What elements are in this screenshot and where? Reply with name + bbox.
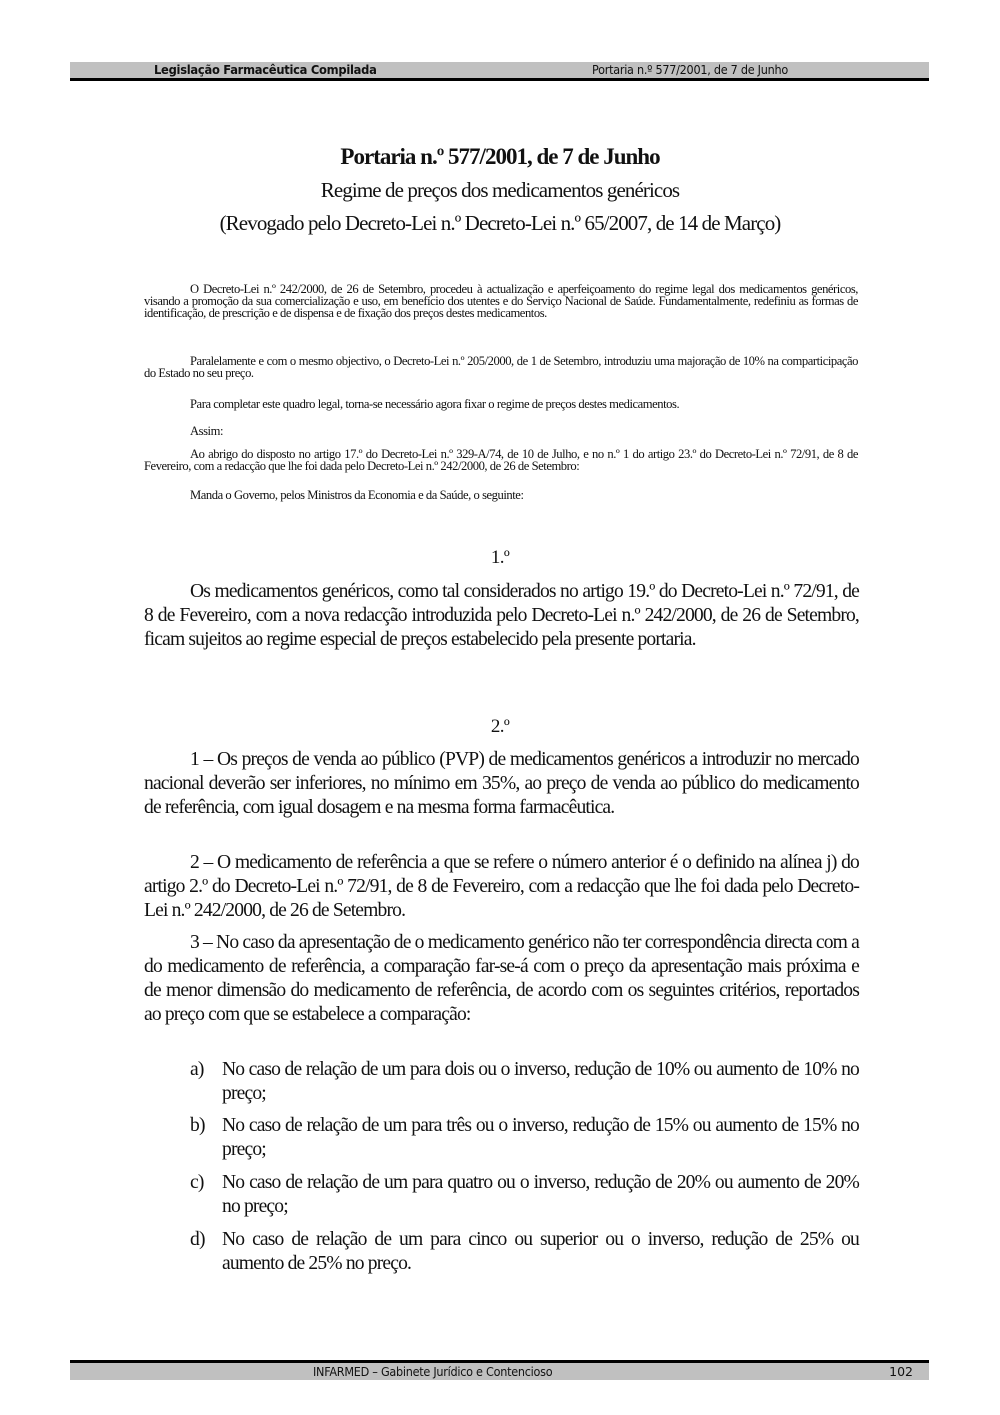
list-item xyxy=(190,1058,859,1105)
preamble-paragraph xyxy=(144,398,858,410)
list-item xyxy=(190,1171,859,1218)
article-paragraph xyxy=(144,931,859,1027)
list-marker: c) xyxy=(190,1172,204,1193)
criteria-list xyxy=(190,1228,859,1275)
revocation-note: (Revogado pelo Decreto-Lei n.º Decreto-Lei n.º 65/2007, de 14 de Março) xyxy=(219,211,781,235)
page-number: 102 xyxy=(889,1364,913,1379)
criteria-list xyxy=(190,1171,859,1218)
article-number: 1.º xyxy=(490,547,510,568)
list-item-text: No caso de relação de um para quatro ou o inverso, redução de 20% ou aumento de 20% no preço; xyxy=(222,1172,859,1217)
article-paragraph xyxy=(144,748,859,820)
article-text: 3 – No caso da apresentação de o medicamento genérico não ter correspondência directa com a do medicamento de referência, a comparação far-se-á com o preço da apresentação mais próxima e de menor dimensão do medicamento de referência, de acordo com os seguintes critérios, reportados ao preço com que se estabelece a comparação: xyxy=(144,932,859,1025)
list-marker: a) xyxy=(190,1059,204,1080)
list-marker: b) xyxy=(190,1115,205,1136)
article-text: 1 – Os preços de venda ao público (PVP) de medicamentos genéricos a introduzir no mercado nacional deverão ser inferiores, no mínimo em 35%, ao preço de venda ao público do medicamento de referência, com igual dosagem e na mesma forma farmacêutica. xyxy=(144,749,859,818)
list-item-text: No caso de relação de um para dois ou o inverso, redução de 10% ou aumento de 10% no preço; xyxy=(222,1059,859,1104)
preamble-paragraph xyxy=(144,283,858,320)
preamble-paragraph xyxy=(144,489,858,501)
article-number: 2.º xyxy=(490,716,510,737)
list-item xyxy=(190,1228,859,1275)
preamble-text: O Decreto-Lei n.º 242/2000, de 26 de Setembro, procedeu à actualização e aperfeiçoamento do regime legal dos medicamentos genéricos, visando a promoção da sua comercialização e uso, em benefício dos utentes e do Serviço Nacional de Saúde. Fundamentalmente, redefiniu as formas de identificação, de prescrição e de dispensa e de fixação dos preços destes medicamentos. xyxy=(144,282,858,321)
header-document-reference: Portaria n.º 577/2001, de 7 de Junho xyxy=(592,62,788,77)
article-text: 2 – O medicamento de referência a que se refere o número anterior é o definido na alínea j) do artigo 2.º do Decreto-Lei n.º 72/91, de 8 de Fevereiro, com a redacção que lhe foi dada pelo Decreto-Lei n.º 242/2000, de 26 de Setembro. xyxy=(144,852,859,921)
preamble-text: Paralelamente e com o mesmo objectivo, o Decreto-Lei n.º 205/2000, de 1 de Setembro, introduziu uma majoração de 10% na comparticipação do Estado no seu preço. xyxy=(144,354,858,381)
header-publication-title: Legislação Farmacêutica Compilada xyxy=(154,62,377,77)
document-title: Portaria n.º 577/2001, de 7 de Junho xyxy=(340,144,660,169)
list-item-text: No caso de relação de um para três ou o inverso, redução de 15% ou aumento de 15% no preço; xyxy=(222,1115,859,1160)
preamble-text: Manda o Governo, pelos Ministros da Economia e da Saúde, o seguinte: xyxy=(190,488,524,502)
document-subtitle: Regime de preços dos medicamentos genéricos xyxy=(320,178,680,202)
preamble-paragraph xyxy=(144,448,858,472)
article-paragraph xyxy=(144,580,859,652)
preamble-text: Ao abrigo do disposto no artigo 17.º do Decreto-Lei n.º 329-A/74, de 10 de Julho, e no n.º 1 do artigo 23.º do Decreto-Lei n.º 72/91, de 8 de Fevereiro, com a redacção que lhe foi dada pelo Decreto-Lei n.º 242/2000, de 26 de Setembro: xyxy=(144,447,858,474)
list-item-text: No caso de relação de um para cinco ou superior ou o inverso, redução de 25% ou aumento de 25% no preço. xyxy=(222,1229,859,1274)
footer-organization: INFARMED – Gabinete Jurídico e Contencioso xyxy=(313,1364,553,1379)
criteria-list xyxy=(190,1058,859,1105)
article-paragraph xyxy=(144,851,859,923)
preamble-text: Assim: xyxy=(190,424,223,438)
criteria-list xyxy=(190,1114,859,1161)
page-footer xyxy=(70,1360,929,1380)
list-marker: d) xyxy=(190,1229,205,1250)
preamble-paragraph xyxy=(144,355,858,379)
article-text: Os medicamentos genéricos, como tal considerados no artigo 19.º do Decreto-Lei n.º 72/91, de 8 de Fevereiro, com a nova redacção introduzida pelo Decreto-Lei n.º 242/2000, de 26 de Setembro, ficam sujeitos ao regime especial de preços estabelecido pela presente portaria. xyxy=(144,581,859,650)
list-item xyxy=(190,1114,859,1161)
preamble-paragraph xyxy=(144,425,858,437)
page-header xyxy=(70,62,929,81)
preamble-text: Para completar este quadro legal, torna-se necessário agora fixar o regime de preços destes medicamentos. xyxy=(190,397,680,411)
